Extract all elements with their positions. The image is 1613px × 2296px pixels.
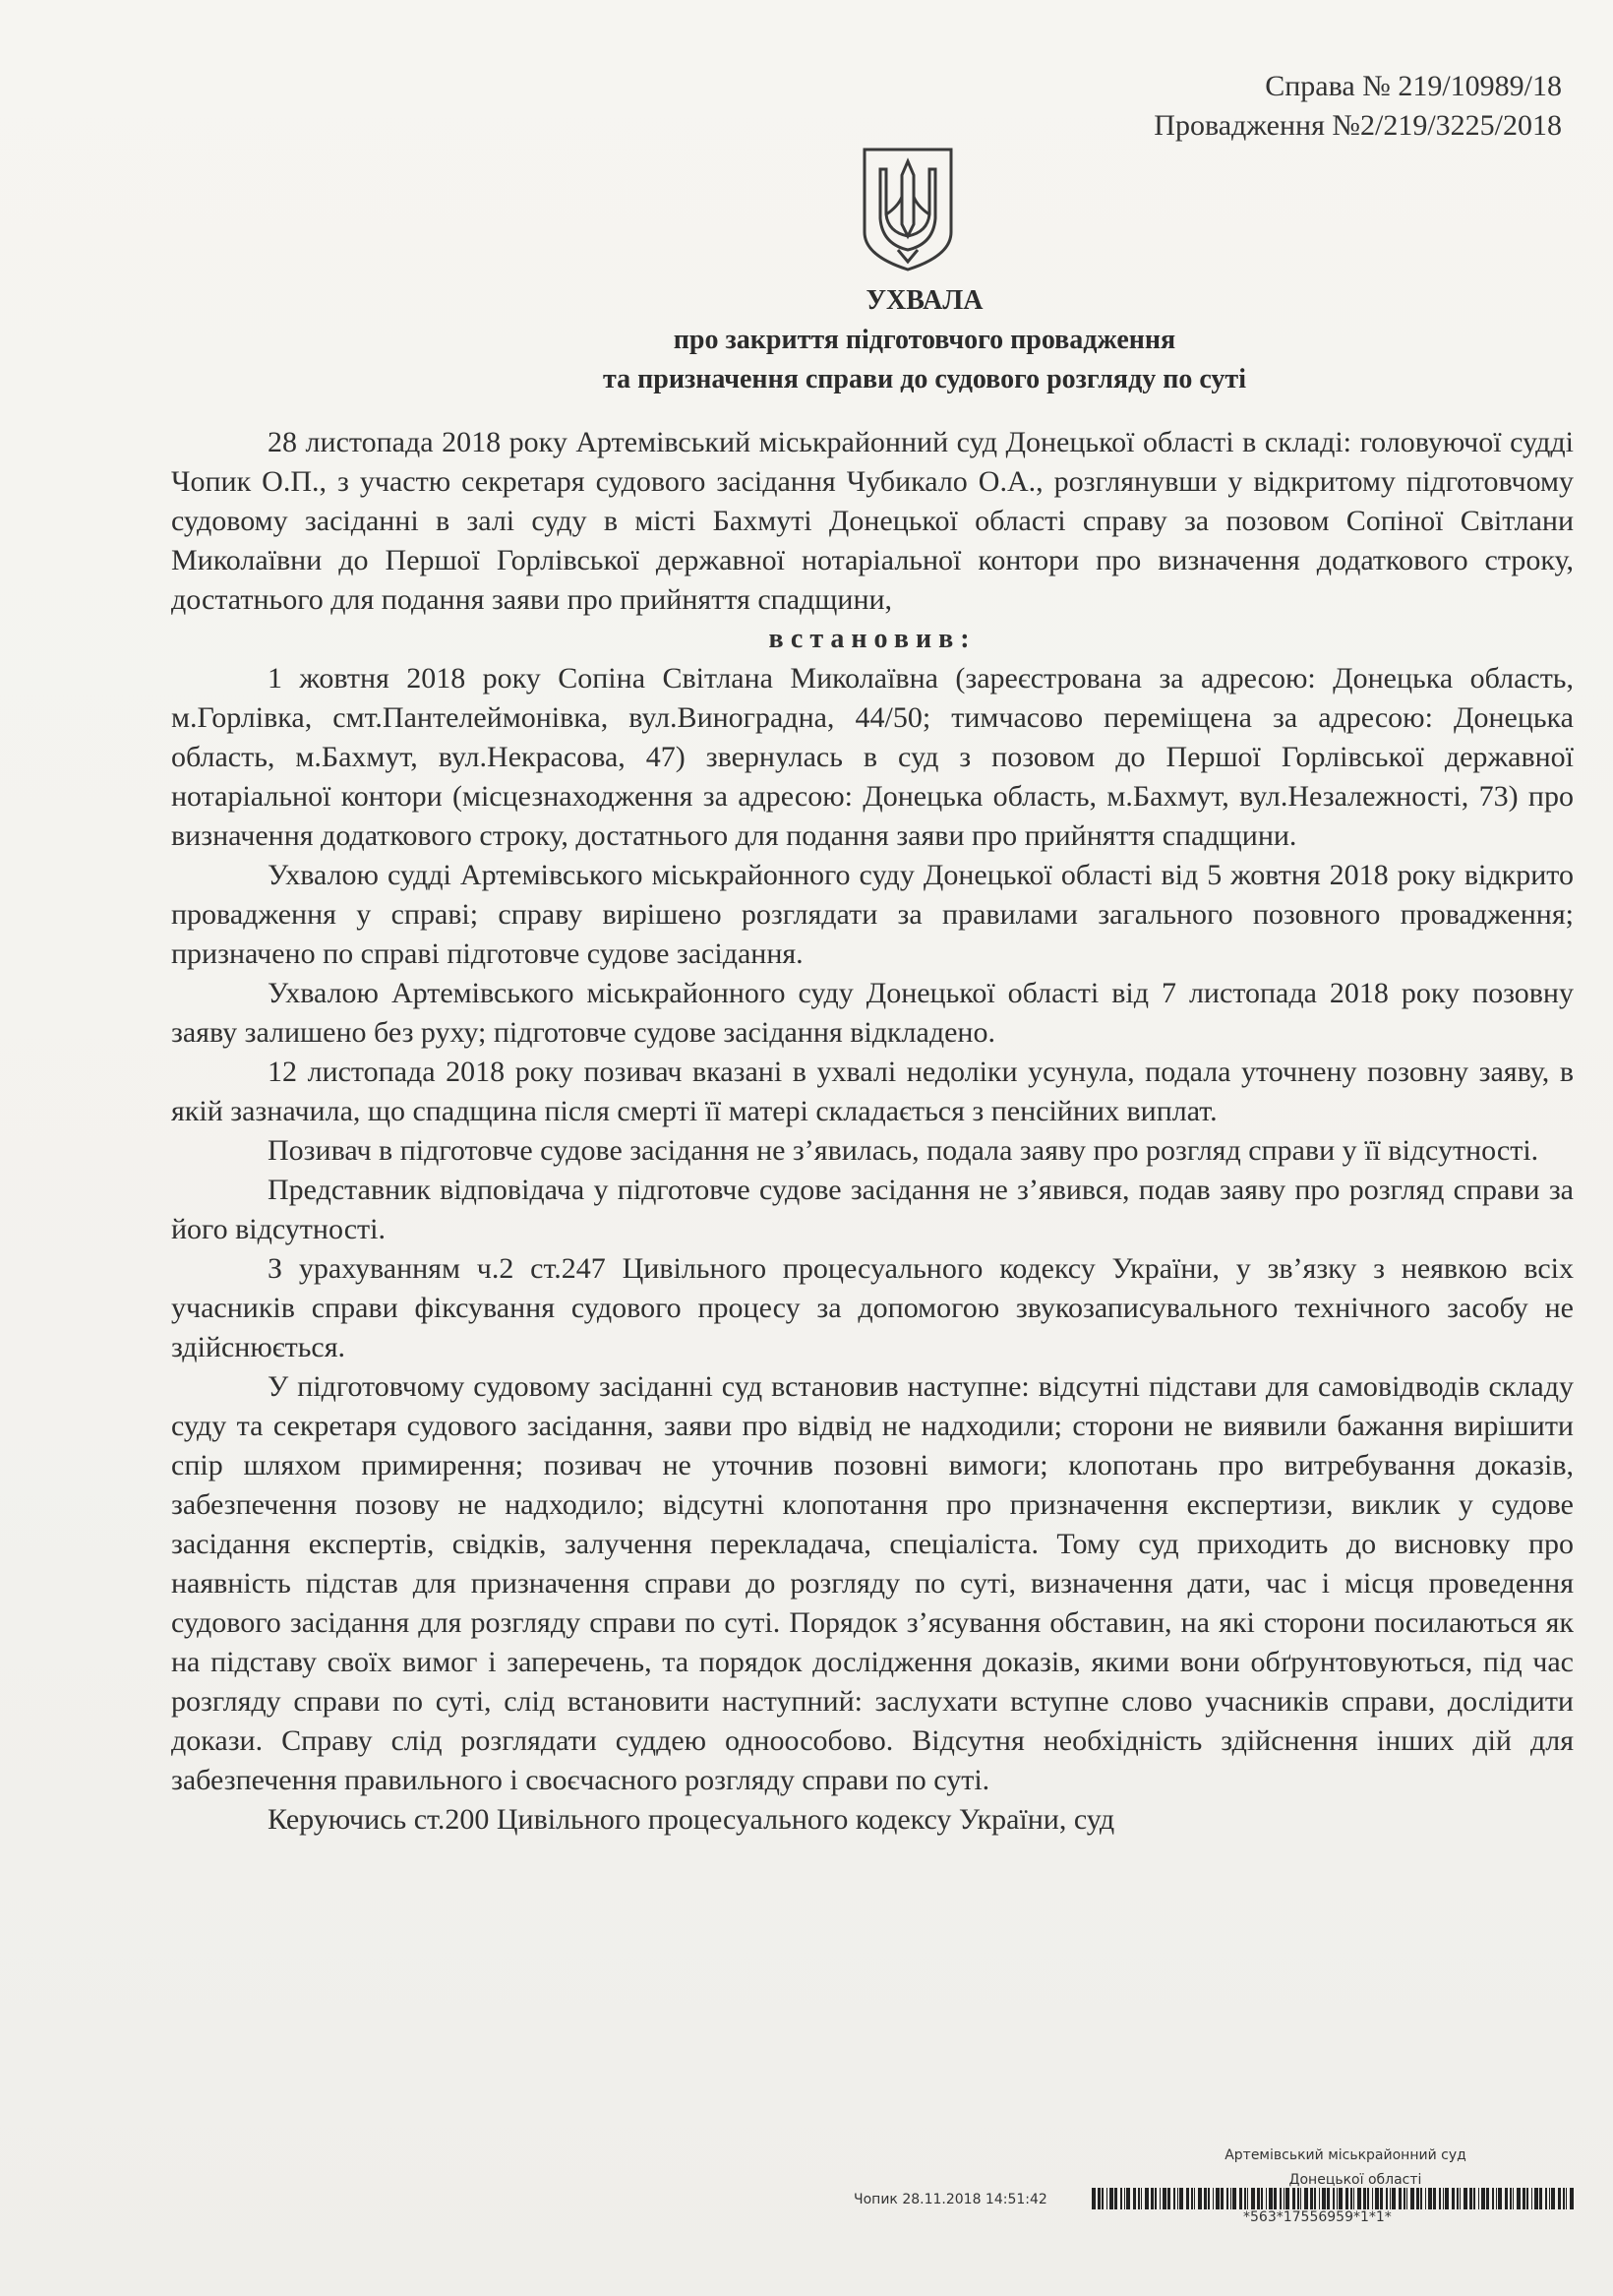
title-line-2: про закриття підготовчого провадження [673, 325, 1176, 355]
paragraph-3: Ухвалою Артемівського міськрайонного суду Донецької області від 7 листопада 2018 року позовну заяву залишено без руху; підготовче судове засідання відкладено. [171, 977, 1574, 1049]
paragraph-5: Позивач в підготовче судове засідання не з’явилась, подала заяву про розгляд справи у її відсутності. [268, 1134, 1539, 1167]
paragraph-1: 1 жовтня 2018 року Сопіна Світлана Миколаївна (зареєстрована за адресою: Донецька область, м.Горлівка, смт.Пантелеймонівка, вул.Виноградна, 44/50; тимчасово переміщена за адресою: Донецька область, м.Бахмут, вул.Некрасова, 47) звернулась в суд з позовом до Першої Горлівської державної нотаріальної контори (місцезнаходження за адресою: Донецька область, м.Бахмут, вул.Незалежності, 73) про визначення додаткового строку, достатнього для подання заяви про прийняття спадщини. [171, 662, 1574, 852]
paragraph-8: У підготовчому судовому засіданні суд встановив наступне: відсутні підстави для самовідводів складу суду та секретаря судового засідання, заяви про відвід не надходили; сторони не виявили бажання вирішити спір шляхом примирення; позивач не уточнив позовні вимоги; клопотань про витребування доказів, забезпечення позову не надходило; відсутні клопотання про призначення експертизи, виклик у судове засідання експертів, свідків, залучення перекладача, спеціаліста. Тому суд приходить до висновку про наявність підстав для призначення справи до розгляду по суті, визначення дати, час і місця проведення судового засідання для розгляду справи по суті. Порядок з’ясування обставин, на які сторони посилаються як на підставу своїх вимог і заперечень, та порядок дослідження доказів, якими вони обґрунтовуються, під час розгляду справи по суті, слід встановити наступний: заслухати вступне слово учасників справи, дослідити докази. Справу слід розглядати суддею одноособово. Відсутня необхідність здійснення інших дій для забезпечення правильного і своєчасного розгляду справи по суті. [171, 1370, 1574, 1796]
proceeding-number: Провадження №2/219/3225/2018 [1154, 109, 1562, 142]
document-body [171, 423, 1574, 1840]
paragraph-2: Ухвалою судді Артемівського міськрайонного суду Донецької області від 5 жовтня 2018 року відкрито провадження у справі; справу вирішено розглядати за правилами загального позовного провадження; призначено по справі підготовче судове засідання. [171, 859, 1574, 970]
paragraph-4: 12 листопада 2018 року позивач вказані в ухвалі недоліки усунула, подала уточнену позовну заяву, в якій зазначила, що спадщина після смерті її матері складається з пенсійних виплат. [171, 1056, 1574, 1127]
stamp-document-code: *563*17556959*1*1* [1243, 2209, 1392, 2225]
case-reference [1154, 67, 1562, 146]
title-line-1: УХВАЛА [866, 285, 984, 316]
stamp-region: Донецької області [1288, 2172, 1422, 2188]
barcode-icon [1092, 2188, 1574, 2209]
established-heading: встановив: [768, 624, 977, 654]
paragraph-6: Представник відповідача у підготовче судове засідання не з’явився, подав заяву про розгляд справи за його відсутності. [171, 1174, 1574, 1245]
case-number: Справа № 219/10989/18 [1265, 70, 1562, 102]
paragraph-7: З урахуванням ч.2 ст.247 Цивільного процесуального кодексу України, у зв’язку з неявкою всіх учасників справи фіксування судового процесу за допомогою звукозаписувального технічного засобу не здійснюється. [171, 1252, 1574, 1363]
intro-paragraph: 28 листопада 2018 року Артемівський міськрайонний суд Донецької області в складі: головуючої судді Чопик О.П., з участю секретаря судового засідання Чубикало О.А., розглянувши у відкритому підготовчому судовому засіданні в залі суду в місті Бахмуті Донецької області справу за позовом Сопіної Світлани Миколаївни до Першої Горлівської державної нотаріальної контори про визначення додаткового строку, достатнього для подання заяви про прийняття спадщини, [171, 426, 1574, 616]
paragraph-9: Керуючись ст.200 Цивільного процесуального кодексу України, суд [268, 1803, 1115, 1836]
stamp-judge-timestamp: Чопик 28.11.2018 14:51:42 [854, 2192, 1047, 2207]
title-line-3: та призначення справи до судового розгляду по суті [603, 364, 1246, 394]
stamp-court-name: Артемівський міськрайонний суд [1225, 2147, 1466, 2163]
trident-emblem-icon [859, 146, 957, 273]
document-title [0, 281, 1613, 399]
